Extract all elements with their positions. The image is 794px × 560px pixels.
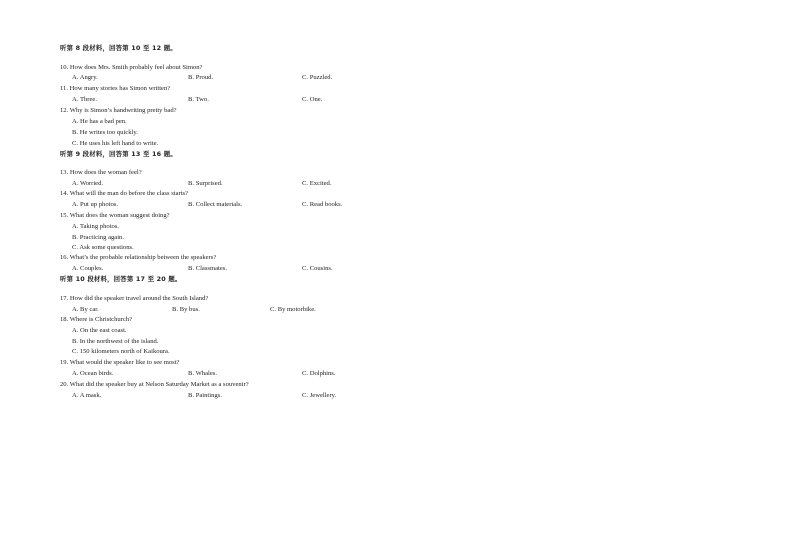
option-c: C. Jewellery.	[302, 392, 337, 399]
option-c: C. He uses his left hand to write.	[72, 140, 159, 147]
option-c: C. Read books.	[302, 201, 343, 208]
question-stem: 10. How does Mrs. Smith probably feel about Simon?	[60, 64, 203, 71]
option-b: B. Proud.	[188, 74, 214, 81]
option-c: C. Dolphins.	[302, 370, 336, 377]
option-c: C. One.	[302, 96, 323, 103]
option-c: C. 150 kilometers north of Kaikoura.	[72, 348, 170, 355]
question-stem: 20. What did the speaker buy at Nelson Saturday Market as a souvenir?	[60, 381, 249, 388]
option-b: B. Classmates.	[188, 265, 228, 272]
option-a: A. Put up photos.	[72, 201, 118, 208]
option-b: B. Collect materials.	[188, 201, 243, 208]
option-a: A. Worried.	[72, 180, 104, 187]
question-stem: 15. What does the woman suggest doing?	[60, 212, 170, 219]
option-a: A. Three.	[72, 96, 97, 103]
option-b: B. Paintings.	[188, 392, 222, 399]
option-a: A. Angry.	[72, 74, 98, 81]
option-b: B. Whales.	[188, 370, 217, 377]
question-stem: 13. How does the woman feel?	[60, 169, 142, 176]
option-c: C. Ask some questions.	[72, 244, 134, 251]
option-b: B. In the northwest of the island.	[72, 338, 159, 345]
option-c: C. Cousins.	[302, 265, 333, 272]
option-b: B. Two.	[188, 96, 209, 103]
option-a: A. A mask.	[72, 392, 102, 399]
option-a: A. Ocean birds.	[72, 370, 114, 377]
question-stem: 12. Why is Simon’s handwriting pretty bad?	[60, 107, 177, 114]
question-stem: 19. What would the speaker like to see most?	[60, 359, 180, 366]
question-stem: 14. What will the man do before the class starts?	[60, 190, 189, 197]
option-a: A. He has a bad pen.	[72, 118, 127, 125]
option-b: B. Surprised.	[188, 180, 223, 187]
option-a: A. On the east coast.	[72, 327, 127, 334]
option-c: C. Excited.	[302, 180, 332, 187]
option-c: C. By motorbike.	[270, 306, 316, 313]
section-heading: 听第 9 段材料，回答第 13 至 16 题。	[60, 150, 177, 158]
option-b: B. He writes too quickly.	[72, 129, 138, 136]
option-a: A. Couples.	[72, 265, 104, 272]
option-a: A. Taking photos.	[72, 223, 120, 230]
question-stem: 18. Where is Christchurch?	[60, 316, 133, 323]
section-heading: 听第 8 段材料，回答第 10 至 12 题。	[60, 44, 177, 52]
option-b: B. By bus.	[172, 306, 200, 313]
question-stem: 16. What’s the probable relationship between the speakers?	[60, 254, 217, 261]
question-stem: 17. How did the speaker travel around the South Island?	[60, 295, 209, 302]
question-stem: 11. How many stories has Simon written?	[60, 85, 171, 92]
section-heading: 听第 10 段材料，回答第 17 至 20 题。	[60, 275, 182, 283]
option-b: B. Practicing again.	[72, 234, 125, 241]
option-a: A. By car.	[72, 306, 99, 313]
option-c: C. Puzzled.	[302, 74, 333, 81]
